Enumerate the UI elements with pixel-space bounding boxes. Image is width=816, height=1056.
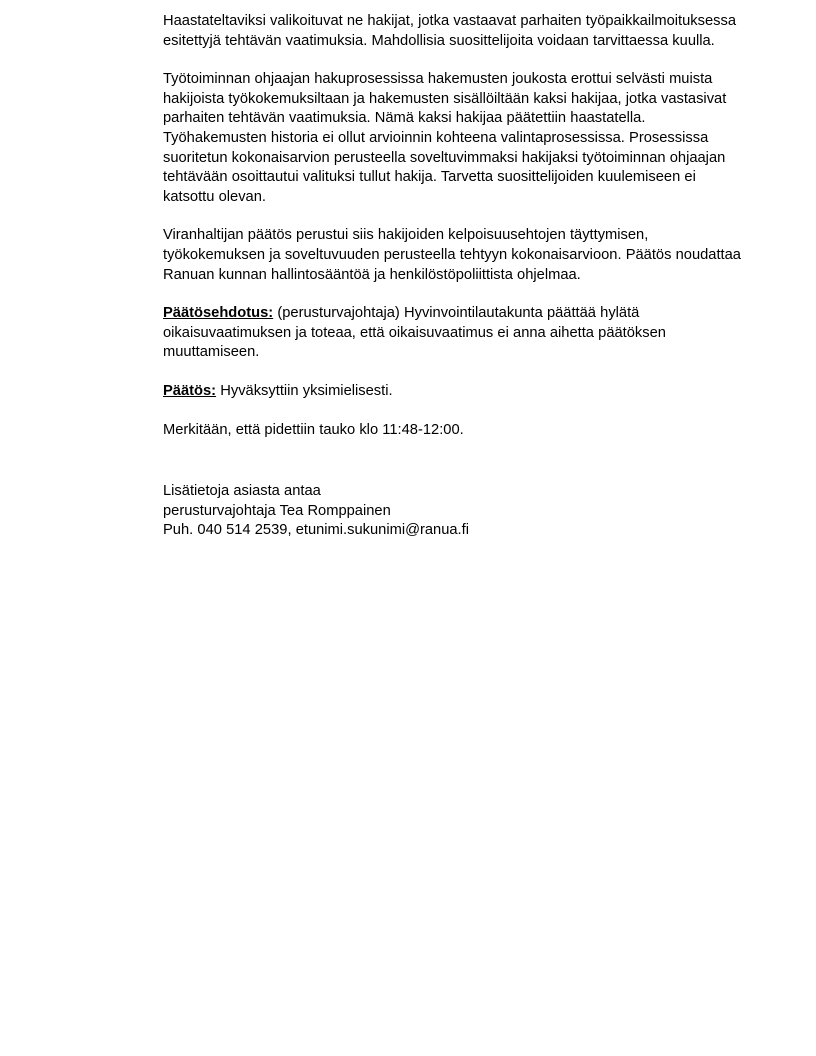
paragraph-2: Työtoiminnan ohjaajan hakuprosessissa hakemusten joukosta erottui selvästi muista hakijoista työkokemuksiltaan ja hakemusten sisällöiltään kaksi hakijaa, jotka vastasivat parhaiten tehtävän vaatimuksia. Nämä kaksi hakijaa päätettiin haastatella. Työhakemusten historia ei ollut arvioinnin kohteena valintaprosessissa. Prosessissa suoritetun kokonaisarvion perusteella soveltuvimmaksi hakijaksi työtoiminnan ohjaajan tehtävään osoittautui valituksi tullut hakija. Tarvetta suosittelijoiden kuulemiseen ei katsottu olevan. xyxy=(163,71,727,205)
break-note: Merkitään, että pidettiin tauko klo 11:48-12:00. xyxy=(163,421,464,438)
paragraph-spacer xyxy=(163,51,743,70)
section-spacer xyxy=(163,440,743,482)
decision-proposal-text: (perusturvajohtaja) Hyvinvointilautakunta päättää hylätä oikaisuvaatimuksen ja toteaa, että oikaisuvaatimus ei anna aihetta päätöksen muuttamiseen. xyxy=(163,305,666,361)
paragraph-spacer xyxy=(163,207,743,226)
decision-text: Hyväksyttiin yksimielisesti. xyxy=(216,382,393,399)
paragraph-spacer xyxy=(163,285,743,304)
contact-block xyxy=(163,482,743,541)
contact-line-2: perusturvajohtaja Tea Romppainen xyxy=(163,502,391,519)
decision-proposal xyxy=(163,304,743,363)
paragraph-spacer xyxy=(163,363,743,382)
paragraph-3: Viranhaltijan päätös perustui siis hakijoiden kelpoisuusehtojen täyttymisen, työkokemuksen ja soveltuvuuden perusteella tehtyyn kokonaisarvioon. Päätös noudattaa Ranuan kunnan hallintosääntöä ja henkilöstöpoliittista ohjelmaa. xyxy=(163,227,741,283)
decision xyxy=(163,382,743,402)
decision-label: Päätös: xyxy=(163,382,217,399)
contact-line-1: Lisätietoja asiasta antaa xyxy=(163,483,321,500)
document-body xyxy=(163,12,743,541)
contact-line-3: Puh. 040 514 2539, etunimi.sukunimi@ranua.fi xyxy=(163,522,469,539)
paragraph-1: Haastateltaviksi valikoituvat ne hakijat, jotka vastaavat parhaiten työpaikkailmoituksessa esitettyjä tehtävän vaatimuksia. Mahdollisia suosittelijoita voidaan tarvittaessa kuulla. xyxy=(163,13,736,49)
paragraph-spacer xyxy=(163,402,743,421)
decision-proposal-label: Päätösehdotus: xyxy=(163,305,274,322)
